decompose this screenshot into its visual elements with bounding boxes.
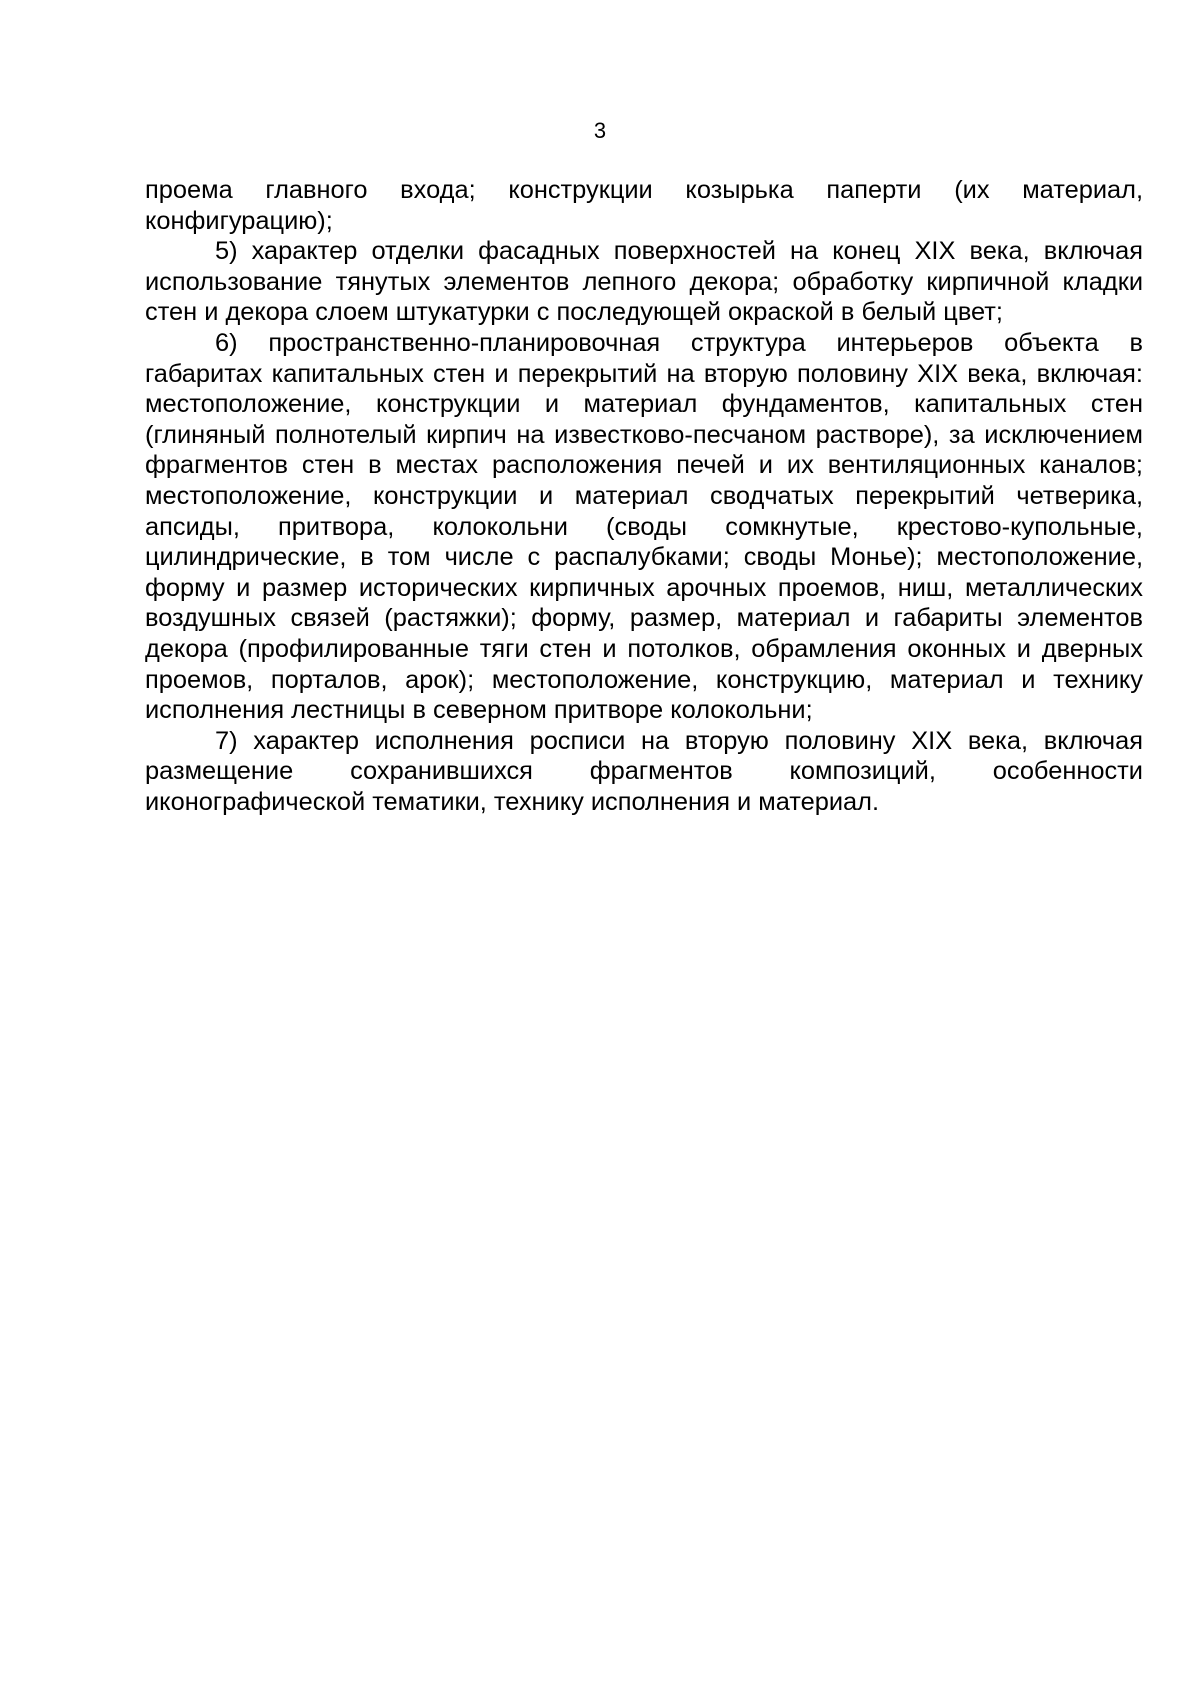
paragraph-continuation: проема главного входа; конструкции козырька паперти (их материал, конфигурацию); — [145, 176, 1143, 235]
page-number: 3 — [593, 118, 607, 143]
document-body — [145, 175, 1143, 817]
paragraph-item-6: 6) пространственно-планировочная структура интерьеров объекта в габаритах капитальных стен и перекрытий на вторую половину XIX века, включая: местоположение, конструкции и материал фундаментов, капитальных стен (глиняный полнотелый кирпич на известково-песчаном растворе), за исключением фрагментов стен в местах расположения печей и их вентиляционных каналов; местоположение, конструкции и материал сводчатых перекрытий четверика, апсиды, притвора, колокольни (своды сомкнутые, крестово-купольные, цилиндрические, в том числе с распалубками; своды Монье); местоположение, форму и размер исторических кирпичных арочных проемов, ниш, металлических воздушных связей (растяжки); форму, размер, материал и габариты элементов декора (профилированные тяги стен и потолков, обрамления оконных и дверных проемов, порталов, арок); местоположение, конструкцию, материал и технику исполнения лестницы в северном притворе колокольни; — [145, 328, 1143, 725]
paragraph-item-7: 7) характер исполнения росписи на вторую половину XIX века, включая размещение сохранившихся фрагментов композиций, особенности иконографической тематики, технику исполнения и материал. — [145, 726, 1143, 816]
paragraph-item-5: 5) характер отделки фасадных поверхностей на конец XIX века, включая использование тянутых элементов лепного декора; обработку кирпичной кладки стен и декора слоем штукатурки с последующей окраской в белый цвет; — [145, 237, 1143, 327]
